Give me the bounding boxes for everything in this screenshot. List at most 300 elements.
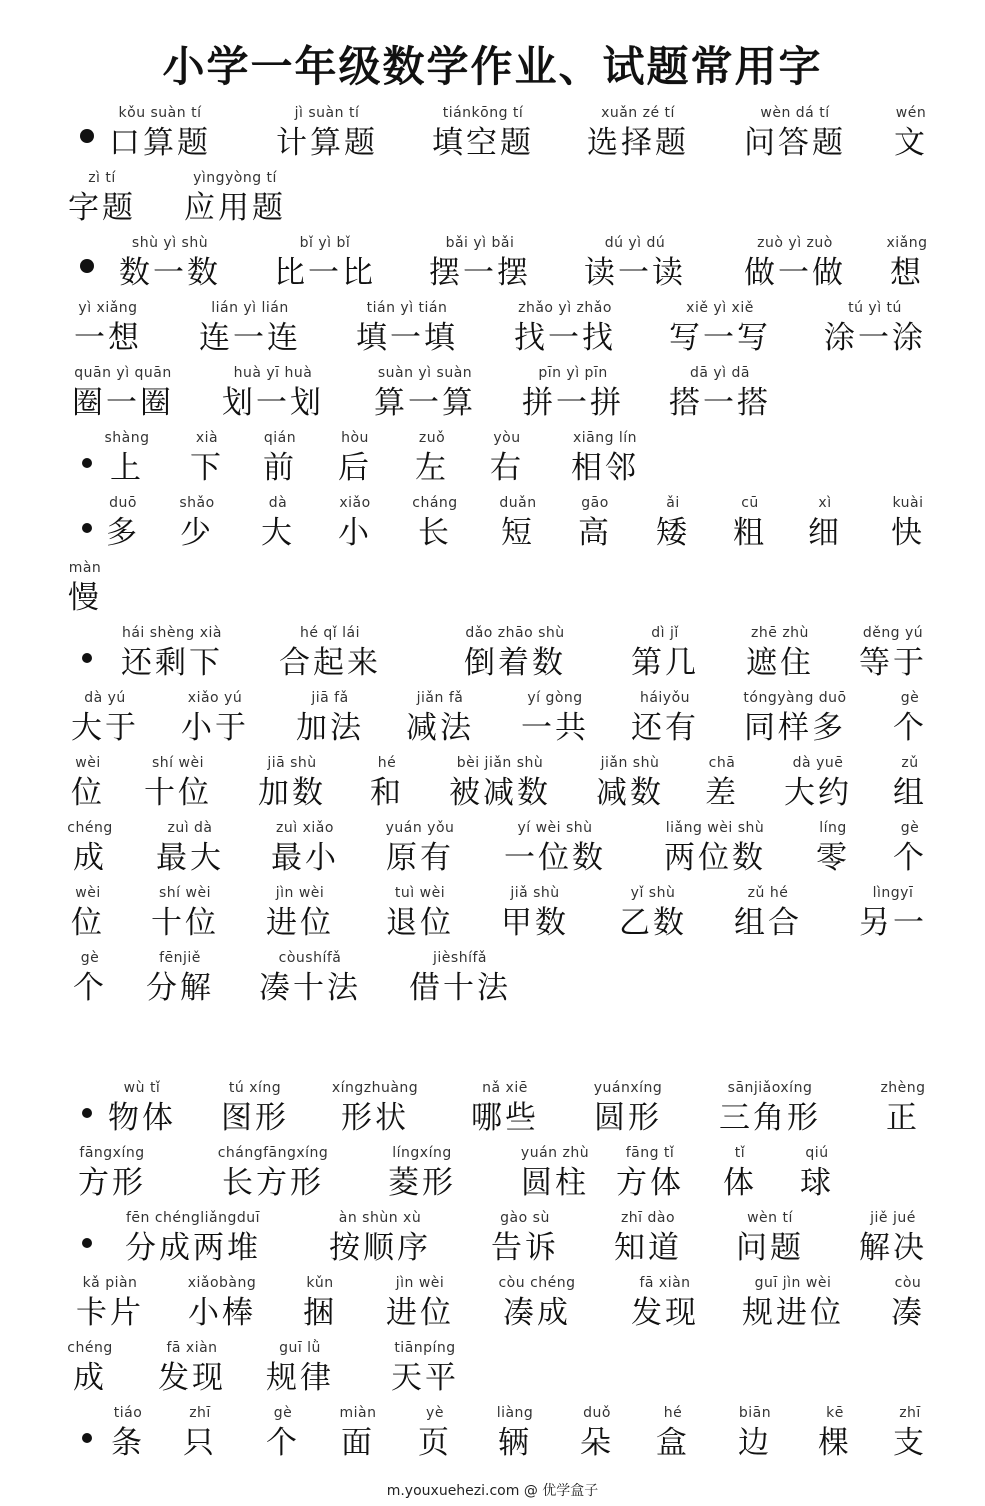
pinyin: lián yì lián: [211, 300, 289, 316]
vocab-word: [408, 103, 558, 165]
hanzi: 口算题: [109, 125, 211, 161]
hanzi: 找一找: [514, 320, 616, 356]
vocab-word: [95, 233, 245, 295]
pinyin: chángfāngxíng: [217, 1145, 329, 1161]
hanzi: 大: [261, 515, 295, 551]
bullet-dot: [82, 653, 92, 663]
hanzi: 加法: [296, 710, 364, 746]
pinyin: cū: [741, 495, 759, 511]
pinyin: duǎn: [499, 495, 537, 511]
word-line: [0, 1338, 985, 1400]
pinyin: fā xiàn: [639, 1275, 691, 1291]
hanzi: 想: [890, 255, 924, 291]
vocab-word: [818, 883, 968, 945]
hanzi: 还有: [631, 710, 699, 746]
hanzi: 问题: [736, 1230, 804, 1266]
pinyin: dì jǐ: [651, 625, 679, 641]
pinyin: xì: [818, 495, 832, 511]
word-line: [0, 753, 985, 815]
pinyin: guī lǜ: [279, 1340, 321, 1356]
hanzi: 边: [738, 1425, 772, 1461]
hanzi: 形状: [341, 1100, 409, 1136]
pinyin: zuò yì zuò: [757, 235, 833, 251]
hanzi: 最大: [156, 840, 224, 876]
hanzi: 凑十法: [259, 970, 361, 1006]
vocab-word: [835, 688, 985, 750]
pinyin: tiānpíng: [394, 1340, 456, 1356]
pinyin: tiánkōng tí: [442, 105, 524, 121]
pinyin: còushífǎ: [278, 950, 342, 966]
pinyin: àn shùn xù: [338, 1210, 422, 1226]
pinyin: yìngyòng tí: [193, 170, 277, 186]
hanzi: 个: [73, 970, 107, 1006]
pinyin: qiú: [805, 1145, 829, 1161]
pinyin: gè: [900, 820, 920, 836]
pinyin: xiāng lín: [572, 430, 638, 446]
hanzi: 同样多: [744, 710, 846, 746]
pinyin: dà: [268, 495, 288, 511]
pinyin: jiǎn fǎ: [416, 690, 464, 706]
hanzi: 成: [73, 840, 107, 876]
pinyin: zuì xiǎo: [276, 820, 334, 836]
hanzi: 棵: [818, 1425, 852, 1461]
hanzi: 遮住: [746, 645, 814, 681]
hanzi: 图形: [221, 1100, 289, 1136]
pinyin: tú xíng: [228, 1080, 282, 1096]
pinyin: jiě jué: [870, 1210, 916, 1226]
vocab-word: [835, 753, 985, 815]
pinyin: ǎi: [666, 495, 680, 511]
pinyin: hé: [377, 755, 397, 771]
pinyin: wén: [895, 105, 927, 121]
pinyin: tú yì tú: [848, 300, 902, 316]
hanzi: 正: [886, 1100, 920, 1136]
pinyin: jiā shù: [267, 755, 317, 771]
pinyin: xiǎo yú: [187, 690, 243, 706]
hanzi: 做一做: [744, 255, 846, 291]
pinyin: děng yú: [862, 625, 924, 641]
vocab-word: [332, 298, 482, 360]
pinyin: màn: [68, 560, 102, 576]
vocab-word: [105, 948, 255, 1010]
hanzi: 相邻: [571, 450, 639, 486]
hanzi: 组合: [734, 905, 802, 941]
pinyin: tóngyàng duō: [743, 690, 847, 706]
pinyin: guī jìn wèi: [754, 1275, 832, 1291]
pinyin: bèi jiǎn shù: [456, 755, 544, 771]
pinyin: liǎng wèi shù: [665, 820, 765, 836]
hanzi: 进位: [266, 905, 334, 941]
hanzi: 球: [800, 1165, 834, 1201]
hanzi: 选择题: [587, 125, 689, 161]
pinyin: yí gòng: [527, 690, 583, 706]
pinyin: xià: [195, 430, 219, 446]
hanzi: 问答题: [744, 125, 846, 161]
vocab-word: [10, 558, 160, 620]
pinyin: dǎo zhāo shù: [465, 625, 565, 641]
hanzi: 菱形: [388, 1165, 456, 1201]
pinyin: gè: [900, 690, 920, 706]
vocab-word: [832, 233, 982, 295]
hanzi: 捆: [303, 1295, 337, 1331]
pinyin: háiyǒu: [639, 690, 691, 706]
pinyin: kǎ piàn: [82, 1275, 138, 1291]
hanzi: 圆形: [594, 1100, 662, 1136]
pinyin: gāo: [581, 495, 609, 511]
hanzi: 等于: [859, 645, 927, 681]
pinyin: yuánxíng: [593, 1080, 663, 1096]
pinyin: zhèng: [880, 1080, 926, 1096]
vocab-word: [835, 818, 985, 880]
vocab-word: [695, 1078, 845, 1140]
pinyin: chā: [708, 755, 736, 771]
vocab-word: [252, 103, 402, 165]
pinyin: liàng: [496, 1405, 534, 1421]
pinyin: zhī: [189, 1405, 211, 1421]
hanzi: 规进位: [742, 1295, 844, 1331]
vocab-word: [833, 493, 983, 555]
pinyin: tián yì tián: [366, 300, 448, 316]
pinyin: wèi: [75, 755, 101, 771]
page-title: 小学一年级数学作业、试题常用字: [162, 42, 823, 91]
hanzi: 另一: [859, 905, 927, 941]
hanzi: 下: [190, 450, 224, 486]
pinyin: jìn wèi: [395, 1275, 445, 1291]
hanzi: 圆柱: [521, 1165, 589, 1201]
hanzi: 按顺序: [329, 1230, 431, 1266]
pinyin: tuì wèi: [394, 885, 446, 901]
word-line: [0, 623, 985, 685]
hanzi: 左: [415, 450, 449, 486]
hanzi: 物体: [108, 1100, 176, 1136]
vocab-word: [742, 1143, 892, 1205]
pinyin: dā yì dā: [689, 365, 750, 381]
vocab-word: [818, 623, 968, 685]
pinyin: zhī dào: [620, 1210, 676, 1226]
hanzi: 最小: [271, 840, 339, 876]
pinyin: duǒ: [583, 1405, 611, 1421]
hanzi: 发现: [631, 1295, 699, 1331]
hanzi: 个: [893, 840, 927, 876]
pinyin: shí wèi: [152, 755, 204, 771]
vocab-word: [425, 753, 575, 815]
pinyin: língxíng: [392, 1145, 452, 1161]
pinyin: jìn wèi: [275, 885, 325, 901]
pinyin: fāng tǐ: [625, 1145, 675, 1161]
hanzi: 大于: [71, 710, 139, 746]
hanzi: 一共: [521, 710, 589, 746]
vocab-word: [33, 298, 183, 360]
vocab-word: [553, 1078, 703, 1140]
pinyin: xiǎo: [339, 495, 371, 511]
pinyin: hòu: [341, 430, 369, 446]
vocab-word: [198, 1143, 348, 1205]
hanzi: 比一比: [274, 255, 376, 291]
hanzi: 盒: [656, 1425, 690, 1461]
pinyin: yuán zhù: [520, 1145, 590, 1161]
vocab-word: [590, 688, 740, 750]
hanzi: 凑成: [503, 1295, 571, 1331]
hanzi: 天平: [391, 1360, 459, 1396]
hanzi: 支: [893, 1425, 927, 1461]
hanzi: 分成两堆: [125, 1230, 261, 1266]
hanzi: 文: [894, 125, 928, 161]
hanzi: 短: [501, 515, 535, 551]
pinyin: gào sù: [500, 1210, 550, 1226]
hanzi: 加数: [258, 775, 326, 811]
hanzi: 划一划: [222, 385, 324, 421]
pinyin: jiǎ shù: [510, 885, 560, 901]
pinyin: miàn: [339, 1405, 377, 1421]
hanzi: 体: [723, 1165, 757, 1201]
pinyin: kǔn: [306, 1275, 334, 1291]
hanzi: 发现: [158, 1360, 226, 1396]
pinyin: shǎo: [179, 495, 215, 511]
pinyin: còu chéng: [498, 1275, 576, 1291]
pinyin: yòu: [493, 430, 521, 446]
hanzi: 少: [180, 515, 214, 551]
hanzi: 规律: [266, 1360, 334, 1396]
bullet-dot: [82, 1238, 92, 1248]
vocab-word: [97, 623, 247, 685]
pinyin: fēn chéngliǎngduī: [125, 1210, 261, 1226]
hanzi: 搭一搭: [669, 385, 771, 421]
pinyin: còu: [894, 1275, 922, 1291]
vocab-word: [835, 1403, 985, 1465]
hanzi: 小于: [181, 710, 249, 746]
hanzi: 成: [73, 1360, 107, 1396]
hanzi: 应用题: [184, 190, 286, 226]
vocab-word: [175, 298, 325, 360]
hanzi: 方形: [78, 1165, 146, 1201]
hanzi: 后: [338, 450, 372, 486]
pinyin: fā xiàn: [166, 1340, 218, 1356]
vocab-word: [480, 818, 630, 880]
pinyin: wèn dá tí: [760, 105, 830, 121]
hanzi: 只: [183, 1425, 217, 1461]
hanzi: 分解: [146, 970, 214, 1006]
hanzi: 面: [341, 1425, 375, 1461]
pinyin: yí wèi shù: [517, 820, 593, 836]
hanzi: 两位数: [664, 840, 766, 876]
pinyin: chéng: [67, 820, 113, 836]
hanzi: 零: [816, 840, 850, 876]
vocab-word: [490, 298, 640, 360]
vocab-word: [198, 363, 348, 425]
vocab-word: [85, 103, 235, 165]
vocab-word: [255, 623, 405, 685]
vocab-word: [385, 948, 535, 1010]
hanzi: 第几: [631, 645, 699, 681]
pinyin: fēnjiě: [159, 950, 201, 966]
hanzi: 卡片: [76, 1295, 144, 1331]
vocab-word: [300, 1078, 450, 1140]
hanzi: 十位: [144, 775, 212, 811]
hanzi: 填空题: [432, 125, 534, 161]
pinyin: bǎi yì bǎi: [445, 235, 515, 251]
hanzi: 上: [110, 450, 144, 486]
hanzi: 细: [808, 515, 842, 551]
vocab-word: [530, 428, 680, 490]
pinyin: zhē zhù: [751, 625, 809, 641]
pinyin: xiǎng: [886, 235, 928, 251]
hanzi: 倒着数: [464, 645, 566, 681]
hanzi: 合起来: [279, 645, 381, 681]
hanzi: 一位数: [504, 840, 606, 876]
vocab-word: [345, 818, 495, 880]
vocab-word: [118, 1208, 268, 1270]
pinyin: sānjiǎoxíng: [727, 1080, 813, 1096]
word-line: [0, 103, 985, 165]
vocab-word: [818, 1208, 968, 1270]
pinyin: zhǎo yì zhǎo: [518, 300, 612, 316]
vocab-word: [833, 1273, 983, 1335]
word-line: [0, 233, 985, 295]
vocab-word: [405, 233, 555, 295]
pinyin: zhī: [899, 1405, 921, 1421]
hanzi: 组: [893, 775, 927, 811]
hanzi: 乙数: [619, 905, 687, 941]
hanzi: 数一数: [119, 255, 221, 291]
pinyin: dà yuē: [792, 755, 844, 771]
pinyin: zuǒ: [418, 430, 446, 446]
hanzi: 长: [418, 515, 452, 551]
word-line: [0, 363, 985, 425]
pinyin: tǐ: [734, 1145, 746, 1161]
hanzi: 涂一涂: [824, 320, 926, 356]
hanzi: 减法: [406, 710, 474, 746]
pinyin: gè: [80, 950, 100, 966]
word-line: [0, 1208, 985, 1270]
vocab-word: [350, 363, 500, 425]
hanzi: 长方形: [222, 1165, 324, 1201]
pinyin: qián: [263, 430, 297, 446]
pinyin: duō: [109, 495, 137, 511]
pinyin: wù tǐ: [123, 1080, 161, 1096]
hanzi: 圈一圈: [72, 385, 174, 421]
vocab-word: [800, 298, 950, 360]
vocab-word: [347, 1143, 497, 1205]
vocab-word: [37, 1143, 187, 1205]
pinyin: hé qǐ lái: [299, 625, 361, 641]
pinyin: jiā fǎ: [311, 690, 349, 706]
vocab-word: [563, 103, 713, 165]
hanzi: 拼一拼: [522, 385, 624, 421]
vocab-word: [645, 363, 795, 425]
hanzi: 字题: [68, 190, 136, 226]
hanzi: 填一填: [356, 320, 458, 356]
hanzi: 方体: [616, 1165, 684, 1201]
hanzi: 朵: [580, 1425, 614, 1461]
footer-watermark: m.youxuehezi.com @ 优学盒子: [386, 1483, 599, 1499]
word-line: [0, 493, 985, 555]
hanzi: 辆: [498, 1425, 532, 1461]
pinyin: shí wèi: [159, 885, 211, 901]
hanzi: 大约: [784, 775, 852, 811]
hanzi: 减数: [596, 775, 664, 811]
hanzi: 告诉: [491, 1230, 559, 1266]
pinyin: zǔ: [901, 755, 919, 771]
pinyin: pīn yì pīn: [538, 365, 608, 381]
pinyin: shàng: [104, 430, 150, 446]
hanzi: 粗: [733, 515, 767, 551]
pinyin: tiáo: [113, 1405, 143, 1421]
vocab-word: [350, 1338, 500, 1400]
word-line: [0, 688, 985, 750]
pinyin: bǐ yì bǐ: [299, 235, 351, 251]
hanzi: 条: [111, 1425, 145, 1461]
hanzi: 哪些: [471, 1100, 539, 1136]
hanzi: 快: [891, 515, 925, 551]
vocab-word: [235, 948, 385, 1010]
pinyin: dà yú: [84, 690, 126, 706]
pinyin: huà yī huà: [233, 365, 313, 381]
pinyin: jì suàn tí: [294, 105, 360, 121]
hanzi: 进位: [386, 1295, 454, 1331]
pinyin: yǐ shù: [630, 885, 676, 901]
pinyin: xiě yì xiě: [686, 300, 754, 316]
vocab-word: [305, 1208, 455, 1270]
pinyin: xíngzhuàng: [331, 1080, 419, 1096]
pinyin: jiǎn shù: [600, 755, 660, 771]
word-line: [0, 1403, 985, 1465]
pinyin: suàn yì suàn: [377, 365, 473, 381]
word-line: [0, 168, 985, 230]
pinyin: hái shèng xià: [121, 625, 223, 641]
hanzi: 还剩下: [121, 645, 223, 681]
word-line: [0, 818, 985, 880]
pinyin: kē: [826, 1405, 844, 1421]
word-line: [0, 1078, 985, 1140]
pinyin: dú yì dú: [604, 235, 666, 251]
pinyin: cháng: [412, 495, 458, 511]
pinyin: líng: [819, 820, 847, 836]
hanzi: 原有: [386, 840, 454, 876]
pinyin: biān: [738, 1405, 772, 1421]
pinyin: zì tí: [88, 170, 116, 186]
pinyin: fāngxíng: [79, 1145, 145, 1161]
hanzi: 连一连: [199, 320, 301, 356]
hanzi: 前: [263, 450, 297, 486]
pinyin: quān yì quān: [74, 365, 172, 381]
pinyin: xiǎobàng: [187, 1275, 257, 1291]
vocab-word: [250, 233, 400, 295]
hanzi: 三角形: [719, 1100, 821, 1136]
hanzi: 多: [106, 515, 140, 551]
word-line: [0, 1143, 985, 1205]
hanzi: 和: [370, 775, 404, 811]
hanzi: 计算题: [276, 125, 378, 161]
hanzi: 摆一摆: [429, 255, 531, 291]
hanzi: 写一写: [669, 320, 771, 356]
pinyin: yì xiǎng: [78, 300, 138, 316]
hanzi: 甲数: [501, 905, 569, 941]
word-line: [0, 948, 985, 1010]
pinyin: zǔ hé: [747, 885, 789, 901]
hanzi: 矮: [656, 515, 690, 551]
pinyin: hé: [663, 1405, 683, 1421]
hanzi: 右: [490, 450, 524, 486]
pinyin: chéng: [67, 1340, 113, 1356]
word-line: [0, 1273, 985, 1335]
hanzi: 算一算: [374, 385, 476, 421]
hanzi: 知道: [614, 1230, 682, 1266]
pinyin: yuán yǒu: [385, 820, 455, 836]
hanzi: 十位: [151, 905, 219, 941]
hanzi: 个: [893, 710, 927, 746]
vocab-word: [27, 168, 177, 230]
vocab-word: [828, 1078, 978, 1140]
